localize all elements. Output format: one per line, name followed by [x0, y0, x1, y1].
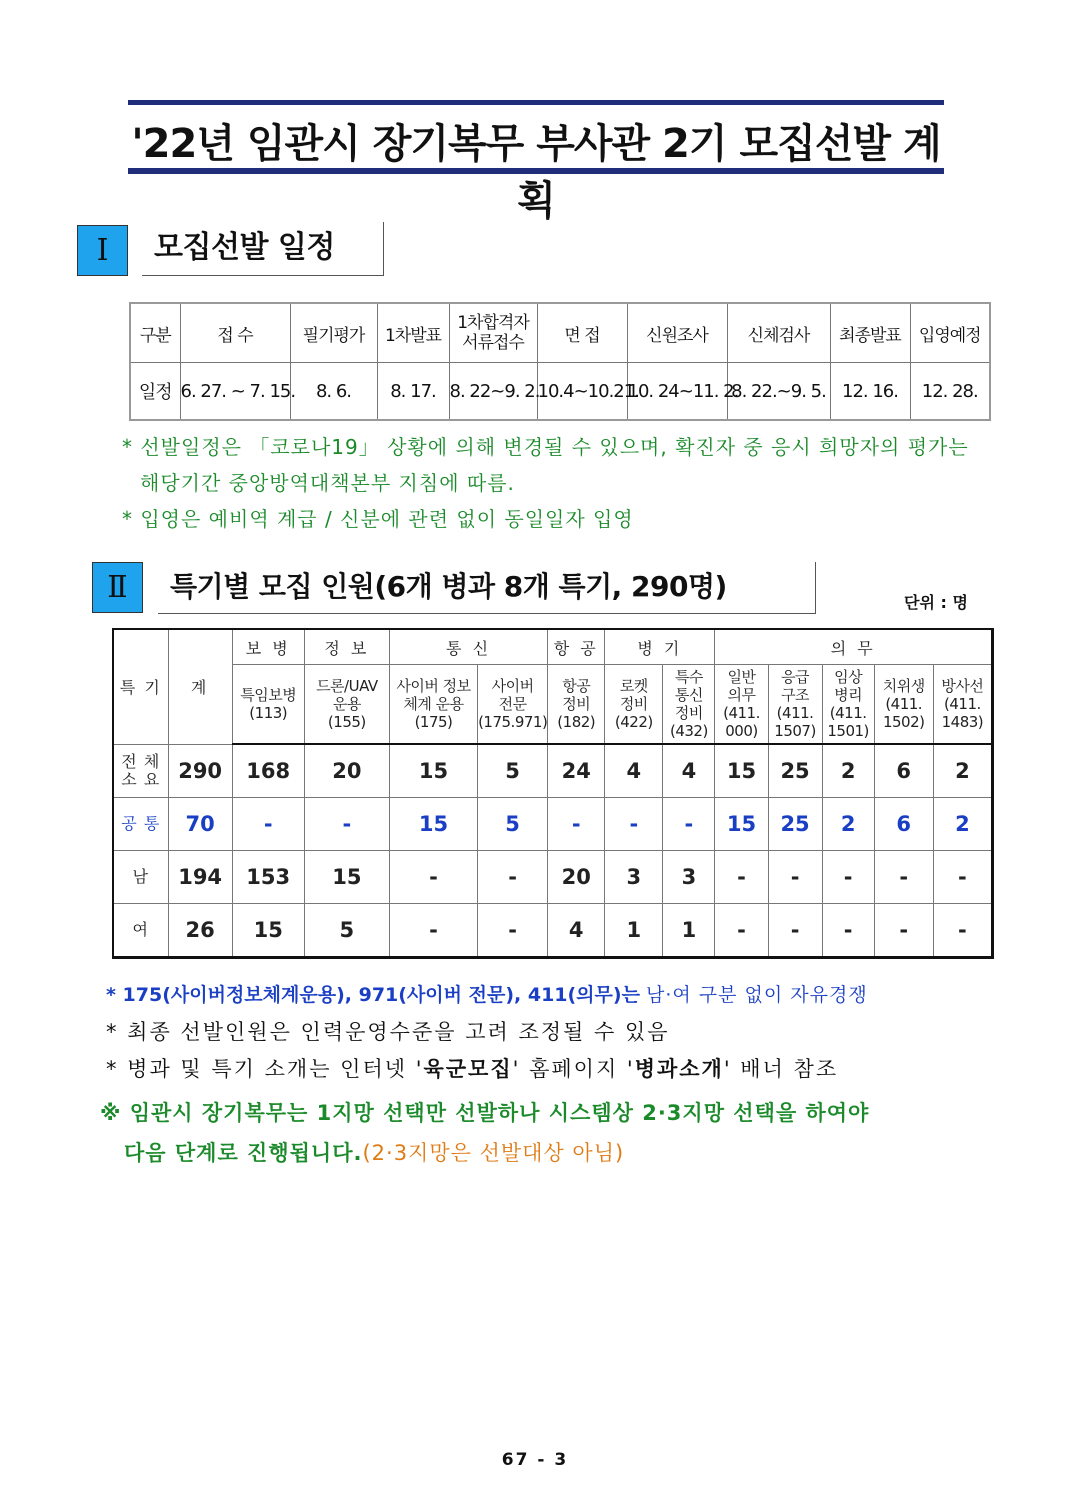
schedule-header-cell: 필기평가 [290, 303, 377, 363]
quota-row-total [113, 744, 993, 798]
quota-cell: 15 [389, 744, 477, 798]
quota-cell: 15 [715, 798, 768, 851]
spec-line: 의무 [727, 686, 756, 704]
quota-cell: - [874, 851, 933, 904]
spec-line: 사이버 정보 [396, 677, 471, 695]
spec-line: 특임보병 [240, 686, 297, 704]
schedule-header-cell: 면 접 [537, 303, 627, 363]
quota-cell: 20 [304, 744, 389, 798]
quota-cell: 4 [663, 744, 715, 798]
quota-note-1-rest: 남·여 구분 없이 자유경쟁 [645, 984, 868, 1006]
quota-note-3-b: 육군모집 [423, 1057, 513, 1081]
important-note-line2 [124, 1137, 624, 1167]
quota-cell: - [232, 798, 304, 851]
quota-cell: 6 [874, 798, 933, 851]
quota-cell: 20 [548, 851, 605, 904]
section1-number: Ⅰ [77, 225, 128, 276]
quota-cell: 5 [478, 798, 548, 851]
quota-cell: - [304, 798, 389, 851]
spec-line: 운용 [332, 695, 361, 713]
schedule-header-cell: 1차발표 [377, 303, 449, 363]
quota-cell: 168 [232, 744, 304, 798]
spec-line: 1502) [882, 713, 925, 731]
specialty-header [768, 665, 822, 745]
specialty-header [389, 665, 477, 745]
quota-note-2: * 최종 선발인원은 인력운영수준을 고려 조정될 수 있음 [106, 1020, 670, 1044]
quota-cell: - [768, 851, 822, 904]
quota-cell: - [933, 851, 992, 904]
quota-cell: - [389, 904, 477, 958]
row-total: 26 [168, 904, 232, 958]
row-label-line: 소 요 [121, 769, 161, 789]
specialty-header [232, 665, 304, 745]
spec-line: 항공 [562, 677, 591, 695]
spec-line: (411. [776, 704, 814, 722]
schedule-cell: 8. 22~9. 2. [449, 363, 537, 421]
schedule-cell: 8. 6. [290, 363, 377, 421]
header-line: 서류접수 [462, 333, 524, 353]
quota-note-3-e: ' 배너 참조 [723, 1057, 839, 1081]
spec-line: (422) [614, 713, 653, 731]
quota-note-3-a: * 병과 및 특기 소개는 인터넷 ' [106, 1057, 424, 1081]
quota-cell: 15 [715, 744, 768, 798]
quota-group-row [113, 629, 993, 665]
quota-table [112, 628, 994, 959]
header-line: 1차합격자 [457, 313, 529, 333]
schedule-header-cell: 입영예정 [910, 303, 990, 363]
quota-cell: - [822, 904, 874, 958]
quota-cell: 25 [768, 744, 822, 798]
spec-line: (155) [327, 713, 366, 731]
quota-note-3-c: ' 홈페이지 ' [512, 1057, 635, 1081]
quota-cell: 5 [478, 744, 548, 798]
schedule-cell: 12. 16. [830, 363, 910, 421]
group-header: 병 기 [605, 629, 715, 665]
quota-row-female [113, 904, 993, 958]
spec-line: (411. [829, 704, 867, 722]
spec-line: 전문 [498, 695, 527, 713]
schedule-table [129, 302, 991, 421]
schedule-header-cell: 신체검사 [727, 303, 830, 363]
quota-cell: 2 [933, 744, 992, 798]
spec-line: 사이버 [491, 677, 534, 695]
schedule-cell: 10.4~10.21. [537, 363, 627, 421]
quota-note-3 [106, 1053, 838, 1083]
specialty-header [548, 665, 605, 745]
spec-line: 1483) [941, 713, 984, 731]
quota-cell: 15 [304, 851, 389, 904]
quota-cell: - [822, 851, 874, 904]
schedule-header-cell: 접 수 [180, 303, 290, 363]
quota-cell: - [715, 851, 768, 904]
quota-row-common [113, 798, 993, 851]
spec-line: 임상 [834, 668, 863, 686]
specialty-header [933, 665, 992, 745]
spec-line: 일반 [727, 668, 756, 686]
quota-cell: - [663, 798, 715, 851]
schedule-cell: 8. 22.~9. 5. [727, 363, 830, 421]
spec-line: 000) [725, 722, 758, 740]
quota-cell: - [933, 904, 992, 958]
quota-cell: 3 [605, 851, 663, 904]
quota-cell: 2 [933, 798, 992, 851]
quota-cell: - [389, 851, 477, 904]
schedule-cell: 12. 28. [910, 363, 990, 421]
row-label: 남 [113, 851, 168, 904]
important-note-line1: ※ 임관시 장기복무는 1지망 선택만 선발하나 시스템상 2·3지망 선택을 하여야 [100, 1101, 870, 1125]
spec-line: (182) [557, 713, 596, 731]
spec-line: (175.971) [478, 713, 548, 731]
schedule-header-cell: 신원조사 [627, 303, 727, 363]
quota-cell: 3 [663, 851, 715, 904]
specialty-header [663, 665, 715, 745]
section1-title: 모집선발 일정 [142, 222, 384, 276]
schedule-header-cell: 최종발표 [830, 303, 910, 363]
spec-line: 병리 [834, 686, 863, 704]
spec-line: (411. [723, 704, 760, 722]
quota-cell: 153 [232, 851, 304, 904]
spec-line: 1501) [827, 722, 869, 740]
quota-cell: 5 [304, 904, 389, 958]
row-label: 공 통 [113, 798, 168, 851]
specialty-header [715, 665, 768, 745]
quota-specialty-row [113, 665, 993, 745]
quota-cell: 1 [663, 904, 715, 958]
spec-line: 구조 [781, 686, 810, 704]
specialty-header [478, 665, 548, 745]
specialty-header [304, 665, 389, 745]
unit-label: 단위 : 명 [904, 593, 968, 612]
quota-cell: - [548, 798, 605, 851]
schedule-cell: 8. 17. [377, 363, 449, 421]
quota-cell: - [768, 904, 822, 958]
important-note-bold: 다음 단계로 진행됩니다. [124, 1141, 363, 1165]
spec-line: 특수 [674, 668, 703, 686]
row-total: 290 [168, 744, 232, 798]
schedule-row-label: 일정 [130, 363, 180, 421]
schedule-header-cell [449, 303, 537, 363]
spec-line: (175) [414, 713, 453, 731]
schedule-cell: 10. 24~11. 2. [627, 363, 727, 421]
section2-number: Ⅱ [92, 562, 143, 613]
schedule-cell: 6. 27. ~ 7. 15. [180, 363, 290, 421]
title-rule-top [128, 100, 944, 105]
schedule-note-1-cont: 해당기간 중앙방역대책본부 지침에 따름. [140, 471, 515, 495]
spec-line: 1507) [774, 722, 816, 740]
spec-line: 정비 [619, 695, 648, 713]
spec-line: 정비 [674, 704, 703, 722]
spec-line: 정비 [562, 695, 591, 713]
quota-cell: 24 [548, 744, 605, 798]
title-rule-bottom [128, 168, 944, 174]
group-header: 의 무 [715, 629, 993, 665]
group-header: 항 공 [548, 629, 605, 665]
row-total: 70 [168, 798, 232, 851]
quota-cell: 2 [822, 744, 874, 798]
row-label-line: 전 체 [121, 751, 161, 771]
important-note-orange: (2·3지망은 선발대상 아님) [362, 1141, 625, 1165]
group-header: 통 신 [389, 629, 547, 665]
page-number: 67 - 3 [501, 1450, 569, 1470]
spec-line: 응급 [781, 668, 810, 686]
quota-cell: - [478, 851, 548, 904]
quota-cell: - [605, 798, 663, 851]
quota-note-1 [106, 980, 868, 1007]
group-header: 정 보 [304, 629, 389, 665]
page-title: '22년 임관시 장기복무 부사관 2기 모집선발 계획 [131, 121, 941, 224]
spec-line: 드론/UAV [316, 677, 378, 695]
spec-line: 통신 [674, 686, 703, 704]
spec-line: 치위생 [882, 677, 925, 695]
quota-cell: 6 [874, 744, 933, 798]
quota-cell: - [478, 904, 548, 958]
schedule-row [130, 363, 990, 421]
spec-line: 방사선 [941, 677, 984, 695]
specialty-header [822, 665, 874, 745]
schedule-note-2: * 입영은 예비역 계급 / 신분에 관련 없이 동일일자 입영 [122, 507, 634, 531]
schedule-header-cell: 구분 [130, 303, 180, 363]
quota-note-1-bold: * 175(사이버정보체계운용), 971(사이버 전문), 411(의무)는 [106, 984, 640, 1006]
spec-line: 체계 운용 [403, 695, 464, 713]
spec-line: 로켓 [619, 677, 648, 695]
quota-row-male [113, 851, 993, 904]
quota-cell: 4 [548, 904, 605, 958]
row-total: 194 [168, 851, 232, 904]
schedule-header-row [130, 303, 990, 363]
title-banner [128, 100, 944, 224]
quota-note-3-d: 병과소개 [634, 1057, 724, 1081]
schedule-note-1: * 선발일정은 「코로나19」 상황에 의해 변경될 수 있으며, 확진자 중 응시 희망자의 평가는 [122, 435, 969, 459]
quota-cell: - [715, 904, 768, 958]
quota-cell: 1 [605, 904, 663, 958]
quota-cell: 2 [822, 798, 874, 851]
quota-cell: 15 [389, 798, 477, 851]
spec-line: (113) [249, 704, 288, 722]
col-special-header: 특 기 [113, 629, 168, 744]
spec-line: (432) [669, 722, 708, 740]
specialty-header [605, 665, 663, 745]
quota-cell: 25 [768, 798, 822, 851]
quota-cell: - [874, 904, 933, 958]
section2-title: 특기별 모집 인원(6개 병과 8개 특기, 290명) [158, 562, 816, 614]
row-label [113, 744, 168, 798]
row-label: 여 [113, 904, 168, 958]
group-header: 보 병 [232, 629, 304, 665]
spec-line: (411. [944, 695, 981, 713]
quota-cell: 15 [232, 904, 304, 958]
spec-line: (411. [885, 695, 923, 713]
specialty-header [874, 665, 933, 745]
col-total-header: 계 [168, 629, 232, 744]
quota-cell: 4 [605, 744, 663, 798]
